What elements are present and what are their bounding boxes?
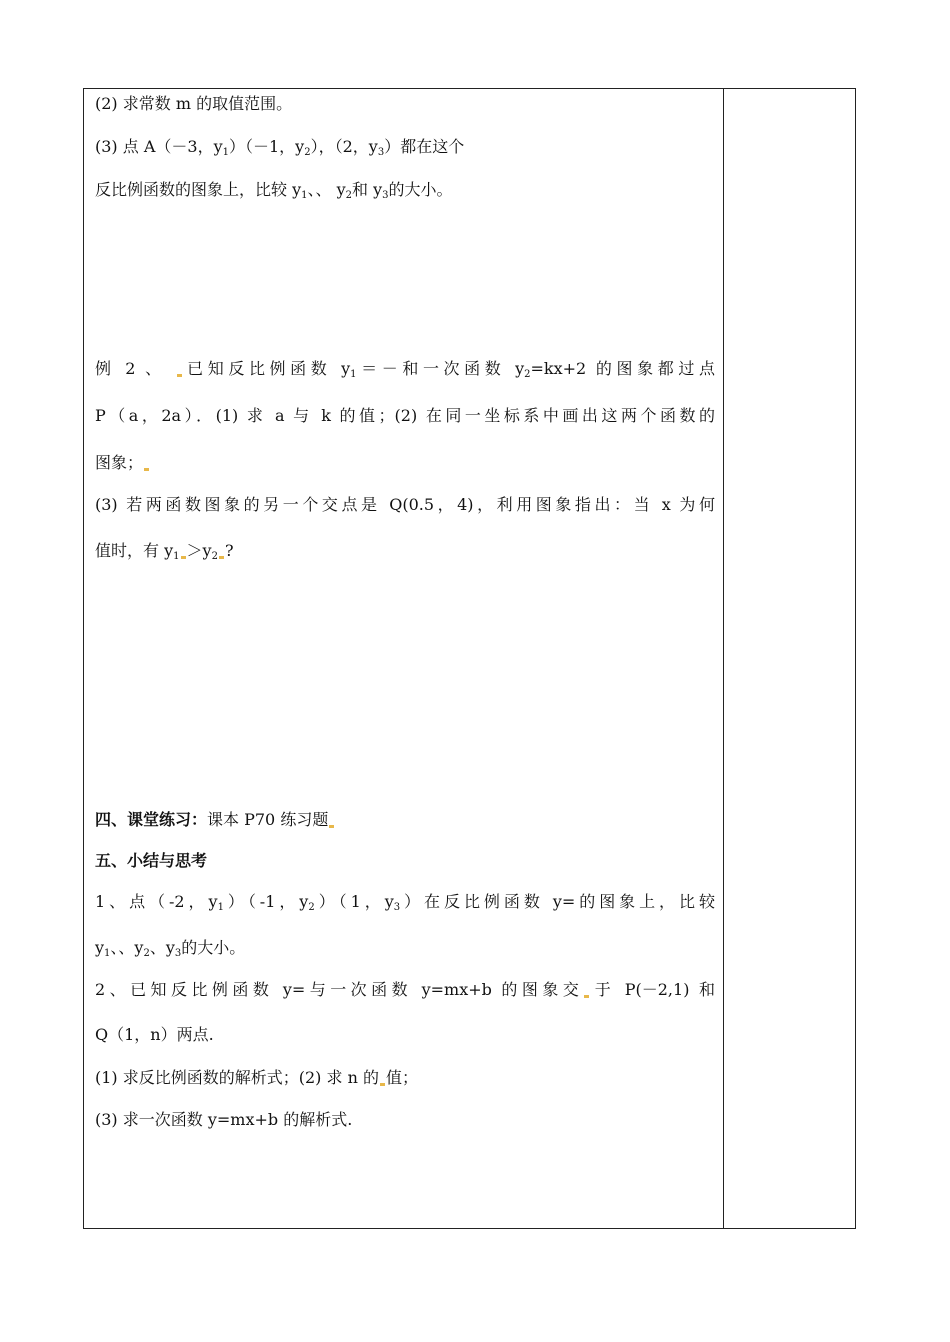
sub-1: 1 [173, 551, 180, 562]
edit-mark [329, 825, 334, 828]
section-5-item-1-line-2 [95, 938, 715, 964]
item1-line2-a: y [95, 938, 105, 957]
question-2 [95, 94, 715, 114]
item1-line2-b: 、、y [110, 938, 144, 957]
sub-3: 3 [377, 147, 385, 158]
q3-text-c: ），（2，y [310, 137, 378, 156]
section-5-item-2-line-3 [95, 1068, 715, 1088]
ex2-line3-text: 图象； [95, 453, 144, 472]
item1-line2-d: 的大小。 [181, 938, 246, 957]
ex2-line5-a: 值时，有 y [95, 541, 174, 560]
section-5-item-2-line-4 [95, 1110, 715, 1130]
edit-mark [177, 374, 182, 377]
example-2-line-3 [95, 453, 715, 473]
question-3 [95, 137, 715, 163]
section-5-heading [95, 851, 715, 871]
table-frame [83, 88, 856, 1229]
ex2-label: 例 2 、 [95, 359, 166, 378]
section-4-text: 课本 P70 练习题 [207, 810, 329, 829]
sub-2: 2 [211, 551, 218, 562]
sub-3: 3 [174, 948, 182, 959]
item1-line2-c: 、y [149, 938, 175, 957]
sub-1: 1 [301, 190, 308, 201]
q3-line2-d: 的大小。 [388, 180, 453, 199]
ex2-text-c: ＝－和一次函数 y [356, 359, 525, 378]
sub-1: 1 [217, 902, 224, 913]
ex2-text-d: =kx+2 的图象都过点 [530, 359, 715, 378]
section-4 [95, 810, 715, 830]
item2-line3-a: (1) 求反比例函数的解析式；(2) 求 n 的 [95, 1068, 379, 1087]
sub-2: 2 [304, 147, 311, 158]
section-5-item-2 [95, 980, 715, 1000]
ex2-line4-text: (3) 若两函数图象的另一个交点是 Q(0.5，4)，利用图象指出：当 x 为何 [95, 495, 715, 514]
q3-text-a: (3) 点 A（－3，y [95, 137, 223, 156]
ex2-line2-text: P（a，2a）．(1) 求 a 与 k 的值；(2) 在同一坐标系中画出这两个函数的 [95, 406, 715, 425]
edit-mark [380, 1083, 385, 1086]
item2-line2: Q（1，n）两点. [95, 1025, 214, 1044]
q3-text-b: ）（－1，y [229, 137, 305, 156]
example-2-line-5 [95, 541, 715, 567]
q3-text-d: ）都在这个 [384, 137, 465, 156]
ex2-line5-b: ＞y [186, 541, 212, 560]
edit-mark [219, 556, 224, 559]
edit-mark [181, 556, 186, 559]
section-4-heading: 四、课堂练习： [95, 810, 208, 829]
example-2-line-1 [95, 359, 715, 385]
sub-3: 3 [393, 902, 401, 913]
sub-2: 2 [524, 369, 531, 380]
sub-1: 1 [350, 369, 357, 380]
column-divider [723, 88, 724, 1229]
sub-3: 3 [382, 190, 389, 201]
section-5-item-2-line-2 [95, 1025, 715, 1045]
q3-line2-c: 和 y [352, 180, 383, 199]
example-2-line-2 [95, 406, 715, 426]
item1-b: ）（-1，y [223, 892, 309, 911]
edit-mark [144, 468, 149, 471]
item1-d: ）在反比例函数 y=的图象上，比较 [400, 892, 715, 911]
section-5-item-1 [95, 892, 715, 918]
edit-mark [584, 995, 589, 998]
example-2-line-4 [95, 495, 715, 515]
q3-line2-a: 反比例函数的图象上，比较 y [95, 180, 302, 199]
question-2-text: (2) 求常数 m 的取值范围。 [95, 94, 293, 113]
sub-2: 2 [308, 902, 315, 913]
item1-c: ）（1，y [314, 892, 394, 911]
ex2-text-b: 已知反比例函数 y [182, 359, 351, 378]
sub-1: 1 [222, 147, 229, 158]
item2-line3-b: 值； [385, 1068, 418, 1087]
sub-2: 2 [143, 948, 150, 959]
sub-2: 2 [345, 190, 353, 201]
item2-b: 于 P(－2,1) 和 [590, 980, 715, 999]
ex2-line5-c: ? [224, 541, 234, 560]
q3-line2-b: 、、 y [307, 180, 346, 199]
section-5-title: 五、小结与思考 [95, 851, 208, 870]
item2-line4: (3) 求一次函数 y=mx+b 的解析式. [95, 1110, 353, 1129]
sub-1: 1 [104, 948, 111, 959]
question-3-line-2 [95, 180, 715, 206]
item2-a: 2、已知反比例函数 y=与一次函数 y=mx+b 的图象交 [95, 980, 584, 999]
item1-a: 1、点（-2，y [95, 892, 218, 911]
